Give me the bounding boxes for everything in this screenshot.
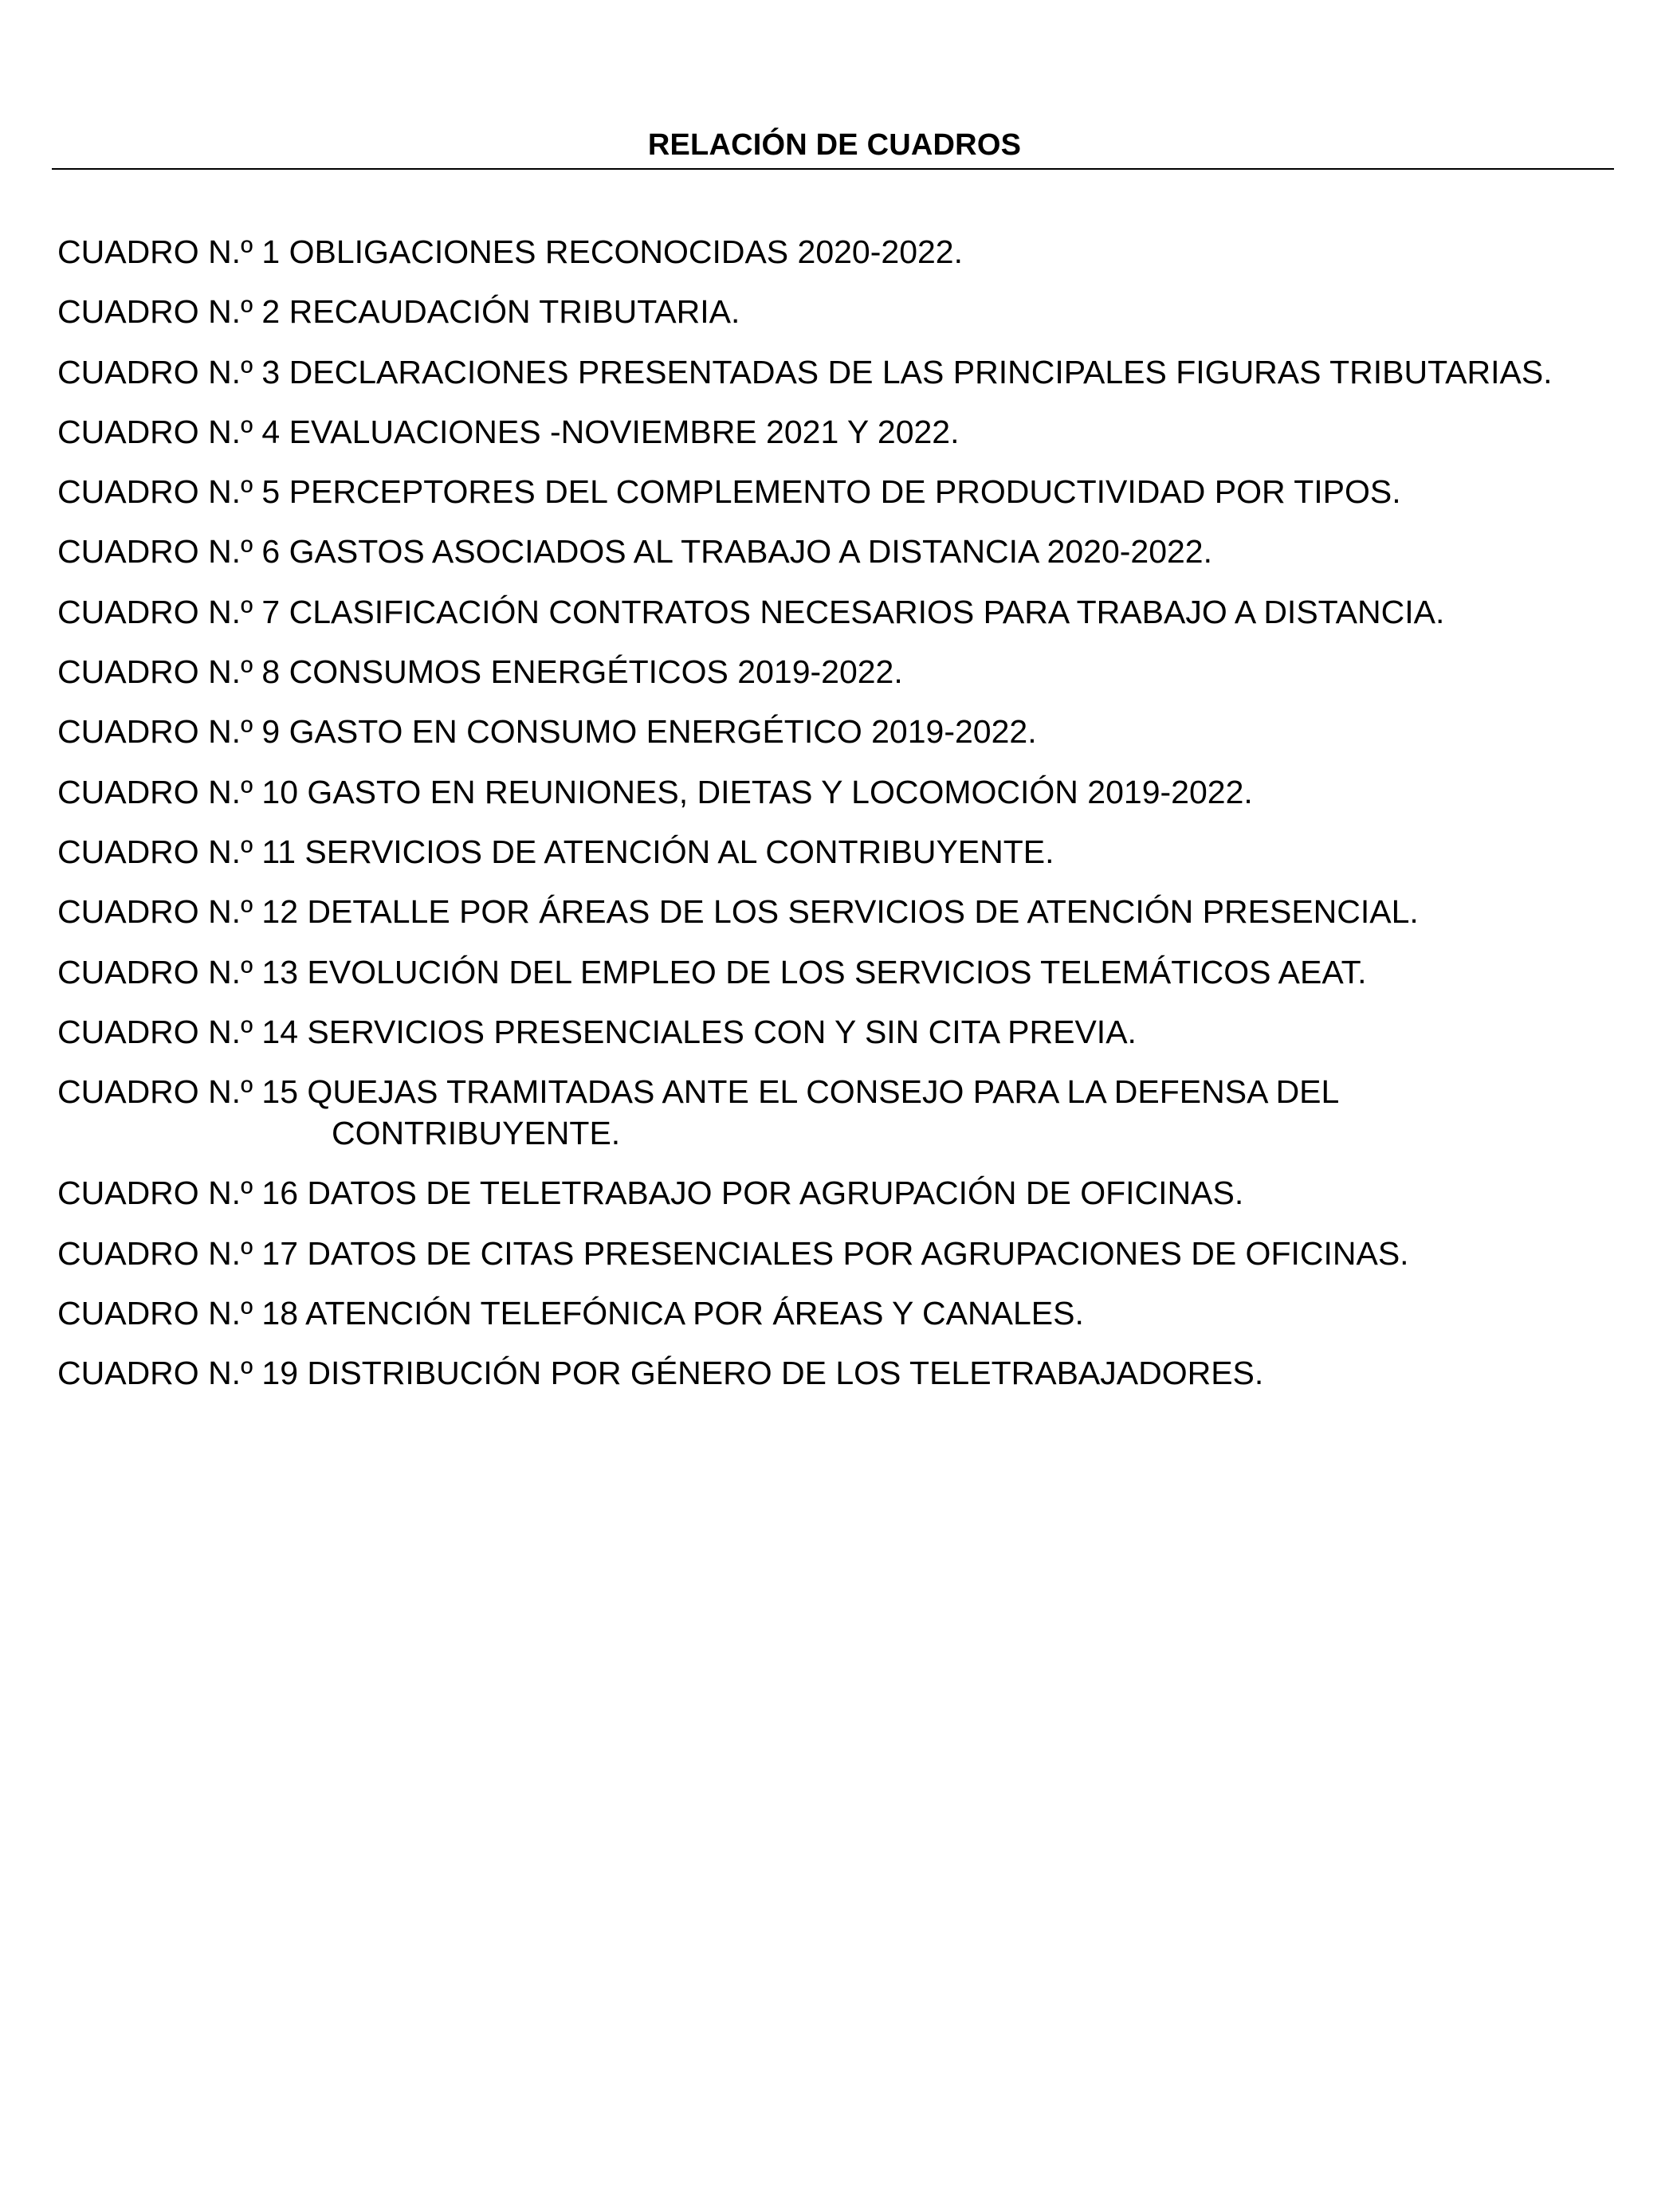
list-item: CUADRO N.º 14 SERVICIOS PRESENCIALES CON Y SIN CITA PREVIA.	[57, 1013, 1137, 1050]
list-item: CUADRO N.º 13 EVOLUCIÓN DEL EMPLEO DE LOS SERVICIOS TELEMÁTICOS AEAT.	[57, 953, 1367, 990]
list-item: CUADRO N.º 9 GASTO EN CONSUMO ENERGÉTICO 2019-2022.	[57, 713, 1037, 751]
list-item: CUADRO N.º 15 QUEJAS TRAMITADAS ANTE EL CONSEJO PARA LA DEFENSA DEL CONTRIBUYENTE.	[57, 1073, 1338, 1152]
page-title: RELACIÓN DE CUADROS	[647, 128, 1022, 162]
table-list	[57, 231, 1620, 1413]
list-item: CUADRO N.º 8 CONSUMOS ENERGÉTICOS 2019-2022.	[57, 653, 903, 691]
list-item: CUADRO N.º 3 DECLARACIONES PRESENTADAS DE LAS PRINCIPALES FIGURAS TRIBUTARIAS.	[57, 353, 1553, 390]
list-item: CUADRO N.º 2 RECAUDACIÓN TRIBUTARIA.	[57, 293, 740, 331]
list-item: CUADRO N.º 7 CLASIFICACIÓN CONTRATOS NECESARIOS PARA TRABAJO A DISTANCIA.	[57, 593, 1445, 630]
list-item: CUADRO N.º 18 ATENCIÓN TELEFÓNICA POR ÁREAS Y CANALES.	[57, 1295, 1084, 1332]
list-item: CUADRO N.º 4 EVALUACIONES -NOVIEMBRE 2021 Y 2022.	[57, 413, 960, 450]
list-item: CUADRO N.º 10 GASTO EN REUNIONES, DIETAS Y LOCOMOCIÓN 2019-2022.	[57, 773, 1253, 810]
list-item: CUADRO N.º 12 DETALLE POR ÁREAS DE LOS SERVICIOS DE ATENCIÓN PRESENCIAL.	[57, 893, 1419, 931]
list-item: CUADRO N.º 1 OBLIGACIONES RECONOCIDAS 2020-2022.	[57, 233, 963, 270]
list-item: CUADRO N.º 11 SERVICIOS DE ATENCIÓN AL CONTRIBUYENTE.	[57, 833, 1054, 870]
list-item: CUADRO N.º 19 DISTRIBUCIÓN POR GÉNERO DE LOS TELETRABAJADORES.	[57, 1355, 1264, 1392]
list-item: CUADRO N.º 16 DATOS DE TELETRABAJO POR AGRUPACIÓN DE OFICINAS.	[57, 1175, 1244, 1212]
list-item: CUADRO N.º 5 PERCEPTORES DEL COMPLEMENTO DE PRODUCTIVIDAD POR TIPOS.	[57, 473, 1401, 511]
list-item: CUADRO N.º 17 DATOS DE CITAS PRESENCIALES POR AGRUPACIONES DE OFICINAS.	[57, 1234, 1409, 1272]
title-divider	[52, 168, 1614, 170]
list-item: CUADRO N.º 6 GASTOS ASOCIADOS AL TRABAJO A DISTANCIA 2020-2022.	[57, 533, 1212, 571]
